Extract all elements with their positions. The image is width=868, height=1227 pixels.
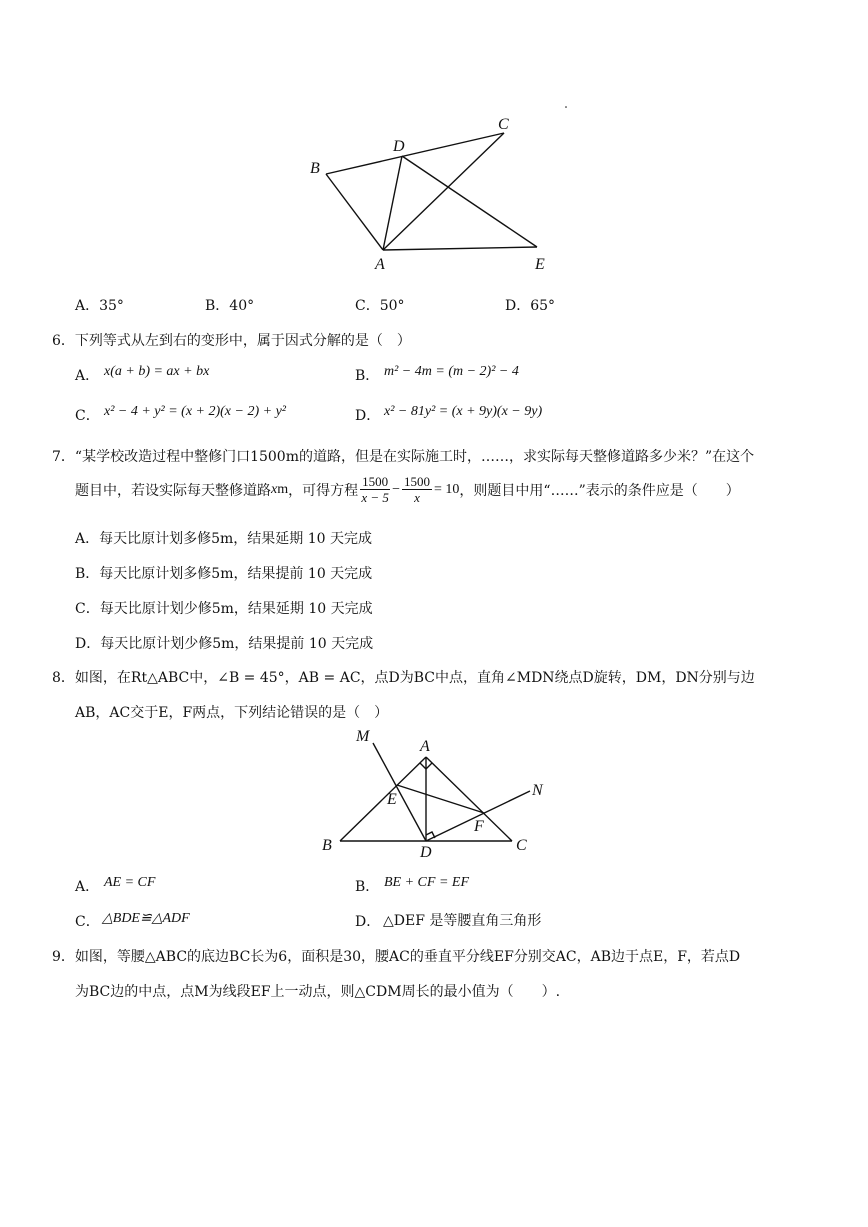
fig2-label-B: B xyxy=(322,837,332,854)
fig2-label-N: N xyxy=(532,782,543,799)
q7-frac2-numerator: 1500 xyxy=(404,474,431,489)
fig2-label-F: F xyxy=(474,818,484,835)
q6-option-c-expr: x² − 4 + y² = (x + 2)(x − 2) + y² xyxy=(104,404,286,419)
fig1-label-B: B xyxy=(310,160,320,177)
q6-option-c-letter[interactable]: C． xyxy=(75,408,100,424)
q8-option-c-letter[interactable]: C． xyxy=(75,914,100,930)
q7-line2-c: ，则题目中用“……”表示的条件应是（ ） xyxy=(459,482,740,499)
q7-frac1-denominator: x − 5 xyxy=(361,490,389,505)
fig2-label-C: C xyxy=(516,837,527,854)
q7-line2-b: ，可得方程 xyxy=(288,482,359,499)
q8-option-c-expr: △BDE≌△ADF xyxy=(102,911,190,926)
q7-line1: 7．“某学校改造过程中整修门口1500m的道路，但是在实际施工时，……，求实际每天整修道路多少米？”在这个 xyxy=(52,449,755,465)
q8-option-a-letter[interactable]: A． xyxy=(75,879,100,895)
q8-option-b-letter[interactable]: B． xyxy=(355,879,380,895)
q6-option-d-letter[interactable]: D． xyxy=(355,408,381,424)
q8-option-d-expr: △DEF 是等腰直角三角形 xyxy=(383,913,542,929)
q7-option-b[interactable]: B．每天比原计划多修5m，结果提前 10 天完成 xyxy=(75,566,373,582)
fig2-label-A: A xyxy=(420,738,430,755)
q7-minus-sign: − xyxy=(392,481,401,497)
fig2-label-M: M xyxy=(356,728,370,745)
fig1-label-C: C xyxy=(498,116,509,133)
q7-equation-tail: = 10 xyxy=(434,481,460,497)
q8-option-b-expr: BE + CF = EF xyxy=(384,875,469,890)
segment-EF xyxy=(397,785,484,813)
q7-option-a[interactable]: A．每天比原计划多修5m，结果延期 10 天完成 xyxy=(75,531,373,547)
q7-frac2-denominator: x xyxy=(414,490,420,505)
q6-stem: 6．下列等式从左到右的变形中，属于因式分解的是（ ） xyxy=(52,333,411,349)
q9-line2: 为BC边的中点，点M为线段EF上一动点，则△CDM周长的最小值为（ ）. xyxy=(75,984,561,1000)
q5-option-a[interactable]: A．35° xyxy=(75,298,124,314)
q5-option-c[interactable]: C．50° xyxy=(355,298,405,314)
q8-line2: AB，AC交于E，F两点，下列结论错误的是（ ） xyxy=(75,705,389,721)
segment-AB xyxy=(340,757,426,841)
q7-option-d[interactable]: D．每天比原计划少修5m，结果提前 10 天完成 xyxy=(75,636,374,652)
fig1-label-E: E xyxy=(535,256,545,273)
fig1-label-A: A xyxy=(375,256,385,273)
q6-option-a-expr: x(a + b) = ax + bx xyxy=(104,364,210,379)
q8-option-a-expr: AE = CF xyxy=(104,875,156,890)
fig2-label-E: E xyxy=(387,791,397,808)
q8-option-d-letter[interactable]: D． xyxy=(355,914,381,930)
q9-line1: 9．如图，等腰△ABC的底边BC长为6，面积是30，腰AC的垂直平分线EF分别交AC，AB边于点E，F，若点D xyxy=(52,949,741,965)
q8-line1: 8．如图，在Rt△ABC中，∠B = 45°，AB = AC，点D为BC中点，直角∠MDN绕点D旋转，DM，DN分别与边 xyxy=(52,670,755,686)
q5-option-b[interactable]: B．40° xyxy=(205,298,255,314)
q6-option-a-letter[interactable]: A． xyxy=(75,368,100,384)
fig2-label-D: D xyxy=(420,844,432,861)
q7-frac1-numerator: 1500 xyxy=(362,474,389,489)
q6-option-b-expr: m² − 4m = (m − 2)² − 4 xyxy=(384,364,519,379)
q6-option-b-letter[interactable]: B． xyxy=(355,368,380,384)
q7-line2-a: 题目中，若设实际每天整修道路 xyxy=(75,482,271,499)
q7-var-x: x xyxy=(271,481,278,497)
q7-option-c[interactable]: C．每天比原计划少修5m，结果延期 10 天完成 xyxy=(75,601,373,617)
q5-option-d[interactable]: D．65° xyxy=(505,298,556,314)
fig1-label-D: D xyxy=(393,138,405,155)
q7-unit-m: m xyxy=(277,481,289,497)
q6-option-d-expr: x² − 81y² = (x + 9y)(x − 9y) xyxy=(384,404,543,419)
